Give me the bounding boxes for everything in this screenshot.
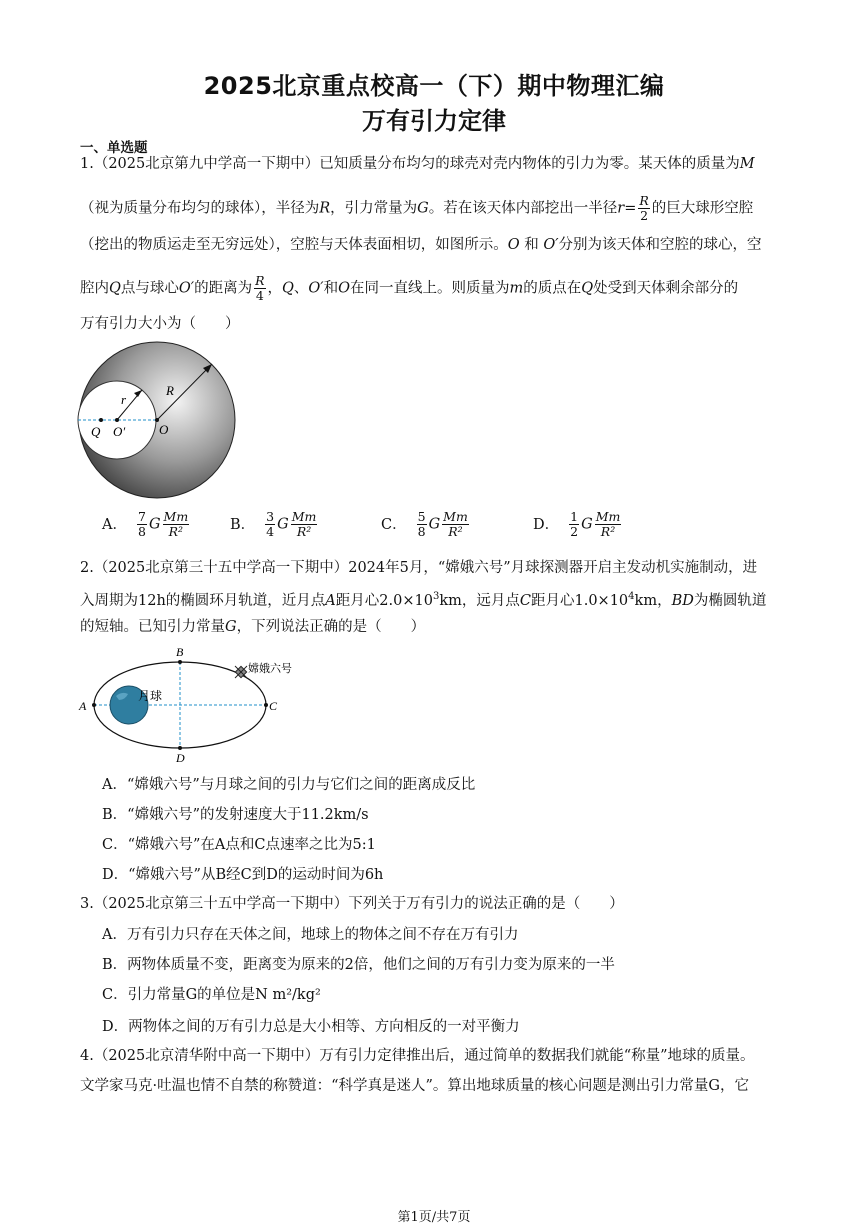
q3-option-d[interactable]: D．两物体之间的万有引力总是大小相等、方向相反的一对平衡力 bbox=[102, 1019, 520, 1035]
label-O: O bbox=[159, 422, 169, 437]
q3-option-a[interactable]: A．万有引力只存在天体之间，地球上的物体之间不存在万有引力 bbox=[102, 927, 519, 943]
q2-option-a[interactable]: A．“嫦娥六号”与月球之间的引力与它们之间的距离成反比 bbox=[102, 777, 476, 793]
q1-line-2: （视为质量分布均匀的球体），半径为R，引力常量为G。若在该天体内部挖出一半径r= $\frac{R}{2}$ 的巨大球形空腔 bbox=[80, 193, 754, 223]
label-probe: 嫦娥六号 bbox=[248, 662, 292, 675]
document-subtitle: 万有引力定律 bbox=[362, 107, 506, 135]
label-moon: 月球 bbox=[138, 689, 163, 703]
q3-stem: 3.（2025北京第三十五中学高一下期中）下列关于万有引力的说法正确的是（ ） bbox=[80, 896, 624, 912]
q1-option-a[interactable]: A． $\frac{7}{8}$ G $\frac{Mm}{\text{R²}}$ bbox=[102, 509, 189, 539]
q4-line-2: 文学家马克·吐温也情不自禁的称赞道：“科学真是迷人”。算出地球质量的核心问题是测出引力常量G，它 bbox=[80, 1078, 750, 1094]
q3-option-c[interactable]: C．引力常量G的单位是N m²/kg² bbox=[102, 987, 321, 1003]
q2-option-d[interactable]: D．“嫦娥六号”从B经C到D的运动时间为6h bbox=[102, 867, 384, 883]
q1-option-b[interactable]: B． $\frac{3}{4}$ G $\frac{Mm}{\text{R²}}$ bbox=[230, 509, 317, 539]
q3-option-b[interactable]: B．两物体质量不变，距离变为原来的2倍，他们之间的万有引力变为原来的一半 bbox=[102, 957, 615, 973]
q1-sphere-figure bbox=[72, 340, 242, 505]
probe-icon bbox=[235, 666, 247, 678]
label-B: B bbox=[176, 645, 184, 659]
section-title: 一、单选题 bbox=[80, 140, 148, 156]
fraction-r-over-4: $\frac{R}{4}$ bbox=[255, 273, 265, 303]
label-Q: Q bbox=[91, 424, 101, 439]
q1-option-d[interactable]: D． $\frac{1}{2}$ G $\frac{Mm}{\text{R²}}$ bbox=[533, 509, 621, 539]
q2-option-c[interactable]: C．“嫦娥六号”在A点和C点速率之比为5:1 bbox=[102, 837, 376, 853]
q1-line-3: （挖出的物质运走至无穷远处），空腔与天体表面相切，如图所示。O 和 O′分别为该天体和空腔的球心，空 bbox=[80, 237, 762, 253]
label-C: C bbox=[269, 699, 278, 713]
q2-line-3: 的短轴。已知引力常量G，下列说法正确的是（ ） bbox=[80, 619, 426, 635]
q4-line-1: 4.（2025北京清华附中高一下期中）万有引力定律推出后，通过简单的数据我们就能“称量”地球的质量。 bbox=[80, 1048, 755, 1064]
fraction-r-over-2: $\frac{R}{2}$ bbox=[639, 193, 649, 223]
label-r: r bbox=[121, 392, 127, 407]
label-R: R bbox=[166, 383, 174, 398]
q1-line-4: 腔内Q点与球心O′的距离为 $\frac{R}{4}$ ，Q、O′和O在同一直线上。则质量为m的质点在Q处受到天体剩余部分的 bbox=[80, 273, 739, 303]
label-O-prime: O′ bbox=[113, 424, 126, 439]
page-number: 第1页/共7页 bbox=[397, 1210, 471, 1225]
q2-option-b[interactable]: B．“嫦娥六号”的发射速度大于11.2km/s bbox=[102, 807, 369, 823]
label-D: D bbox=[176, 751, 185, 765]
document-title: 2025北京重点校高一（下）期中物理汇编 bbox=[203, 72, 665, 100]
label-A: A bbox=[79, 699, 87, 713]
q2-line-2: 入周期为12h的椭圆环月轨道，近月点A距月心$2.0\times 10^3km$，远月点C距月心$1.0\times 10^4km$，BD为椭圆轨道 bbox=[80, 591, 767, 609]
q1-option-c[interactable]: C． $\frac{5}{8}$ G $\frac{Mm}{\text{R²}}$ bbox=[381, 509, 468, 539]
q2-line-1: 2.（2025北京第三十五中学高一下期中）2024年5月，“嫦娥六号”月球探测器开启主发动机实施制动，进 bbox=[80, 560, 758, 576]
q1-line-1: 1.（2025北京第九中学高一下期中）已知质量分布均匀的球壳对壳内物体的引力为零。某天体的质量为M bbox=[80, 156, 755, 172]
q2-orbit-figure bbox=[74, 644, 294, 766]
q1-line-5: 万有引力大小为（ ） bbox=[80, 316, 240, 332]
